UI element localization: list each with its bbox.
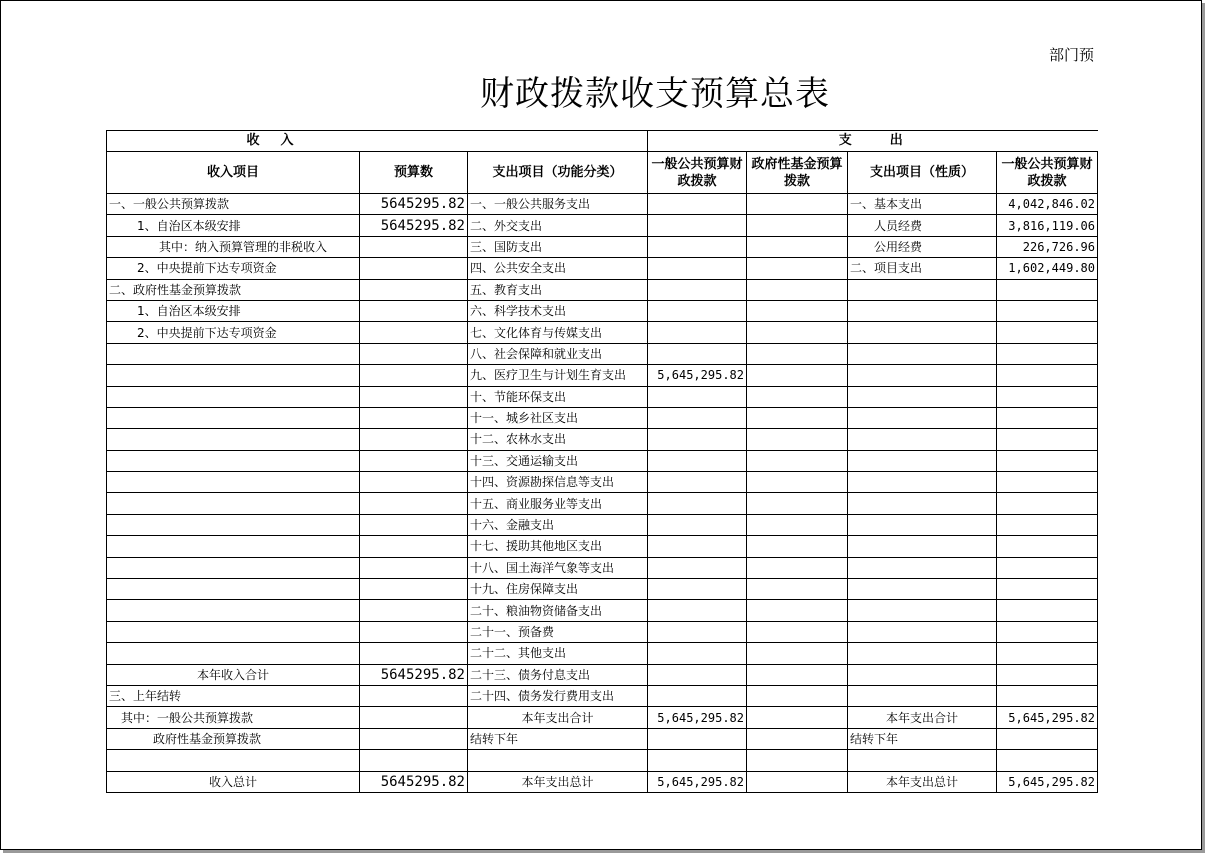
cell-gov-fund: [747, 472, 848, 493]
cell-nature-item: [848, 493, 997, 514]
cell-income-item: [107, 579, 360, 600]
cell-gov-fund: [747, 194, 848, 215]
cell-func-item: 本年支出总计: [468, 771, 648, 792]
cell-budget-amount: [360, 707, 468, 728]
cell-nature-item: 人员经费: [848, 215, 997, 236]
cell-gov-fund: [747, 664, 848, 685]
table-body: [107, 194, 1098, 793]
cell-gen-public: 5,645,295.82: [648, 707, 747, 728]
col-gen-public: 一般公共预算财政拨款: [648, 152, 747, 194]
cell-nature-item: 本年支出合计: [848, 707, 997, 728]
cell-income-item: 其中：一般公共预算拨款: [107, 707, 360, 728]
cell-gov-fund: [747, 750, 848, 771]
cell-gen-public2: [997, 279, 1098, 300]
cell-func-item: 十二、农林水支出: [468, 429, 648, 450]
cell-nature-item: [848, 685, 997, 706]
cell-nature-item: [848, 621, 997, 642]
cell-budget-amount: [360, 600, 468, 621]
cell-func-item: 二十四、债务发行费用支出: [468, 685, 648, 706]
cell-func-item: 五、教育支出: [468, 279, 648, 300]
cell-income-item: [107, 365, 360, 386]
table-row: [107, 685, 1098, 706]
table-row: [107, 664, 1098, 685]
cell-gov-fund: [747, 343, 848, 364]
cell-budget-amount: 5645295.82: [360, 215, 468, 236]
cell-gen-public2: 5,645,295.82: [997, 707, 1098, 728]
table-row: [107, 621, 1098, 642]
cell-budget-amount: [360, 236, 468, 257]
cell-func-item: 十四、资源勘探信息等支出: [468, 472, 648, 493]
cell-budget-amount: [360, 643, 468, 664]
cell-nature-item: 结转下年: [848, 728, 997, 749]
cell-gen-public2: 4,042,846.02: [997, 194, 1098, 215]
cell-func-item: 结转下年: [468, 728, 648, 749]
cell-income-item: [107, 450, 360, 471]
cell-income-item: [107, 429, 360, 450]
cell-gen-public2: [997, 600, 1098, 621]
cell-gov-fund: [747, 536, 848, 557]
cell-income-item: [107, 343, 360, 364]
cell-gov-fund: [747, 236, 848, 257]
section-row: [107, 131, 1098, 152]
cell-budget-amount: [360, 472, 468, 493]
cell-gen-public2: [997, 514, 1098, 535]
cell-gov-fund: [747, 407, 848, 428]
cell-gen-public2: [997, 728, 1098, 749]
cell-gov-fund: [747, 579, 848, 600]
cell-nature-item: [848, 514, 997, 535]
cell-nature-item: [848, 343, 997, 364]
cell-gov-fund: [747, 707, 848, 728]
cell-income-item: [107, 643, 360, 664]
table-row: [107, 643, 1098, 664]
cell-gen-public: [648, 450, 747, 471]
cell-nature-item: 公用经费: [848, 236, 997, 257]
cell-budget-amount: [360, 728, 468, 749]
cell-gen-public: [648, 750, 747, 771]
cell-gen-public: 5,645,295.82: [648, 771, 747, 792]
table-row: [107, 557, 1098, 578]
cell-gen-public: [648, 258, 747, 279]
cell-budget-amount: [360, 450, 468, 471]
cell-func-item: 二十二、其他支出: [468, 643, 648, 664]
table-row: [107, 407, 1098, 428]
dept-label: 部门预: [1049, 46, 1095, 64]
page-title: 财政拨款收支预算总表: [480, 74, 830, 114]
cell-gen-public: [648, 343, 747, 364]
cell-nature-item: [848, 365, 997, 386]
cell-gov-fund: [747, 300, 848, 321]
expense-section: 支 出: [648, 131, 1098, 152]
cell-income-item: [107, 621, 360, 642]
cell-gen-public2: [997, 322, 1098, 343]
cell-gen-public: [648, 685, 747, 706]
column-header-row: [107, 152, 1098, 194]
cell-gen-public2: [997, 365, 1098, 386]
cell-func-item: 四、公共安全支出: [468, 258, 648, 279]
cell-income-item: 1、自治区本级安排: [107, 300, 360, 321]
cell-budget-amount: [360, 621, 468, 642]
cell-income-item: [107, 386, 360, 407]
table-row: [107, 300, 1098, 321]
table-row: [107, 194, 1098, 215]
cell-gen-public: [648, 194, 747, 215]
cell-budget-amount: [360, 343, 468, 364]
table-row: [107, 279, 1098, 300]
cell-func-item: 一、一般公共服务支出: [468, 194, 648, 215]
table-row: [107, 750, 1098, 771]
income-section-label: 收 入: [246, 133, 298, 148]
cell-func-item: 十五、商业服务业等支出: [468, 493, 648, 514]
cell-gen-public2: [997, 493, 1098, 514]
cell-gen-public: [648, 621, 747, 642]
cell-income-item: [107, 472, 360, 493]
cell-func-item: 七、文化体育与传媒支出: [468, 322, 648, 343]
cell-budget-amount: [360, 365, 468, 386]
cell-gov-fund: [747, 365, 848, 386]
cell-gov-fund: [747, 322, 848, 343]
cell-gen-public2: [997, 664, 1098, 685]
cell-gen-public: [648, 728, 747, 749]
cell-gov-fund: [747, 600, 848, 621]
cell-func-item: 三、国防支出: [468, 236, 648, 257]
cell-nature-item: [848, 536, 997, 557]
table-row: [107, 215, 1098, 236]
cell-gen-public2: [997, 621, 1098, 642]
cell-gen-public: [648, 514, 747, 535]
cell-budget-amount: [360, 557, 468, 578]
cell-gov-fund: [747, 386, 848, 407]
cell-gen-public2: [997, 386, 1098, 407]
cell-func-item: 二十三、债务付息支出: [468, 664, 648, 685]
cell-gen-public: [648, 236, 747, 257]
cell-gen-public2: [997, 407, 1098, 428]
cell-nature-item: [848, 279, 997, 300]
cell-gen-public: [648, 643, 747, 664]
budget-table: [106, 130, 1098, 793]
table-row: [107, 322, 1098, 343]
cell-gov-fund: [747, 621, 848, 642]
cell-gen-public: [648, 536, 747, 557]
cell-budget-amount: [360, 258, 468, 279]
cell-nature-item: 本年支出总计: [848, 771, 997, 792]
cell-func-item: 九、医疗卫生与计划生育支出: [468, 365, 648, 386]
cell-gov-fund: [747, 450, 848, 471]
cell-income-item: 一、一般公共预算拨款: [107, 194, 360, 215]
cell-gen-public2: [997, 300, 1098, 321]
cell-income-item: 本年收入合计: [107, 664, 360, 685]
table-row: [107, 579, 1098, 600]
table-row: [107, 728, 1098, 749]
cell-gen-public2: 5,645,295.82: [997, 771, 1098, 792]
cell-budget-amount: [360, 386, 468, 407]
table-row: [107, 600, 1098, 621]
cell-gen-public2: [997, 557, 1098, 578]
cell-income-item: 收入总计: [107, 771, 360, 792]
cell-gen-public2: 1,602,449.80: [997, 258, 1098, 279]
cell-gov-fund: [747, 215, 848, 236]
cell-budget-amount: [360, 429, 468, 450]
cell-nature-item: [848, 429, 997, 450]
cell-func-item: 六、科学技术支出: [468, 300, 648, 321]
cell-func-item: 十八、国土海洋气象等支出: [468, 557, 648, 578]
cell-gov-fund: [747, 279, 848, 300]
cell-nature-item: [848, 407, 997, 428]
cell-budget-amount: [360, 300, 468, 321]
cell-income-item: [107, 600, 360, 621]
cell-nature-item: [848, 664, 997, 685]
col-gov-fund: 政府性基金预算拨款: [747, 152, 848, 194]
cell-income-item: [107, 750, 360, 771]
cell-budget-amount: [360, 579, 468, 600]
cell-func-item: 二十、粮油物资储备支出: [468, 600, 648, 621]
cell-gen-public: [648, 579, 747, 600]
cell-gen-public2: [997, 450, 1098, 471]
cell-nature-item: [848, 386, 997, 407]
cell-gen-public: 5,645,295.82: [648, 365, 747, 386]
table-row: [107, 472, 1098, 493]
cell-nature-item: [848, 600, 997, 621]
cell-budget-amount: [360, 322, 468, 343]
table-row: [107, 236, 1098, 257]
col-func-item: 支出项目（功能分类）: [468, 152, 648, 194]
cell-budget-amount: [360, 750, 468, 771]
table-row: [107, 536, 1098, 557]
cell-income-item: [107, 536, 360, 557]
cell-gov-fund: [747, 514, 848, 535]
cell-budget-amount: 5645295.82: [360, 664, 468, 685]
cell-gen-public: [648, 664, 747, 685]
cell-gen-public2: [997, 643, 1098, 664]
cell-budget-amount: [360, 407, 468, 428]
cell-gov-fund: [747, 429, 848, 450]
cell-gen-public: [648, 600, 747, 621]
cell-income-item: 1、自治区本级安排: [107, 215, 360, 236]
cell-budget-amount: [360, 493, 468, 514]
cell-gen-public2: 226,726.96: [997, 236, 1098, 257]
table-row: [107, 258, 1098, 279]
cell-gen-public2: [997, 472, 1098, 493]
table-row: [107, 450, 1098, 471]
cell-gen-public2: [997, 750, 1098, 771]
table-row: [107, 771, 1098, 792]
cell-func-item: 十一、城乡社区支出: [468, 407, 648, 428]
cell-budget-amount: [360, 685, 468, 706]
table-row: [107, 343, 1098, 364]
cell-budget-amount: [360, 279, 468, 300]
cell-gen-public: [648, 557, 747, 578]
cell-nature-item: [848, 300, 997, 321]
cell-gen-public: [648, 472, 747, 493]
cell-func-item: 十九、住房保障支出: [468, 579, 648, 600]
cell-gen-public: [648, 279, 747, 300]
cell-func-item: 十七、援助其他地区支出: [468, 536, 648, 557]
cell-income-item: 二、政府性基金预算拨款: [107, 279, 360, 300]
cell-income-item: 2、中央提前下达专项资金: [107, 322, 360, 343]
cell-func-item: 二、外交支出: [468, 215, 648, 236]
cell-gen-public2: [997, 579, 1098, 600]
table-row: [107, 514, 1098, 535]
cell-gov-fund: [747, 685, 848, 706]
cell-func-item: 十三、交通运输支出: [468, 450, 648, 471]
cell-gen-public: [648, 407, 747, 428]
cell-gen-public: [648, 322, 747, 343]
cell-income-item: [107, 557, 360, 578]
cell-budget-amount: 5645295.82: [360, 194, 468, 215]
cell-gov-fund: [747, 557, 848, 578]
cell-gov-fund: [747, 493, 848, 514]
cell-gen-public2: [997, 429, 1098, 450]
cell-nature-item: [848, 472, 997, 493]
cell-func-item: 八、社会保障和就业支出: [468, 343, 648, 364]
cell-gov-fund: [747, 643, 848, 664]
cell-gen-public: [648, 300, 747, 321]
cell-gen-public2: [997, 343, 1098, 364]
table-row: [107, 365, 1098, 386]
cell-budget-amount: 5645295.82: [360, 771, 468, 792]
cell-func-item: 本年支出合计: [468, 707, 648, 728]
cell-income-item: [107, 493, 360, 514]
table-row: [107, 493, 1098, 514]
cell-income-item: 政府性基金预算拨款: [107, 728, 360, 749]
table-row: [107, 707, 1098, 728]
table-row: [107, 386, 1098, 407]
cell-income-item: 2、中央提前下达专项资金: [107, 258, 360, 279]
cell-income-item: 其中：纳入预算管理的非税收入: [107, 236, 360, 257]
cell-nature-item: [848, 643, 997, 664]
cell-func-item: [468, 750, 648, 771]
cell-income-item: [107, 514, 360, 535]
cell-nature-item: [848, 750, 997, 771]
cell-func-item: 十六、金融支出: [468, 514, 648, 535]
cell-gov-fund: [747, 728, 848, 749]
cell-gen-public2: [997, 685, 1098, 706]
cell-gov-fund: [747, 258, 848, 279]
cell-gen-public: [648, 386, 747, 407]
cell-gen-public: [648, 215, 747, 236]
cell-budget-amount: [360, 514, 468, 535]
col-nature-item: 支出项目（性质）: [848, 152, 997, 194]
cell-nature-item: [848, 322, 997, 343]
col-income-item: 收入项目: [107, 152, 360, 194]
col-gen-public2: 一般公共预算财政拨款: [997, 152, 1098, 194]
col-budget-amount: 预算数: [360, 152, 468, 194]
cell-budget-amount: [360, 536, 468, 557]
cell-gen-public: [648, 429, 747, 450]
cell-nature-item: [848, 450, 997, 471]
cell-gov-fund: [747, 771, 848, 792]
cell-nature-item: [848, 579, 997, 600]
cell-nature-item: 一、基本支出: [848, 194, 997, 215]
cell-gen-public2: 3,816,119.06: [997, 215, 1098, 236]
cell-income-item: [107, 407, 360, 428]
cell-gen-public: [648, 493, 747, 514]
cell-nature-item: 二、项目支出: [848, 258, 997, 279]
cell-gen-public2: [997, 536, 1098, 557]
cell-func-item: 二十一、预备费: [468, 621, 648, 642]
table-row: [107, 429, 1098, 450]
cell-func-item: 十、节能环保支出: [468, 386, 648, 407]
income-section: [107, 131, 648, 152]
cell-nature-item: [848, 557, 997, 578]
cell-income-item: 三、上年结转: [107, 685, 360, 706]
